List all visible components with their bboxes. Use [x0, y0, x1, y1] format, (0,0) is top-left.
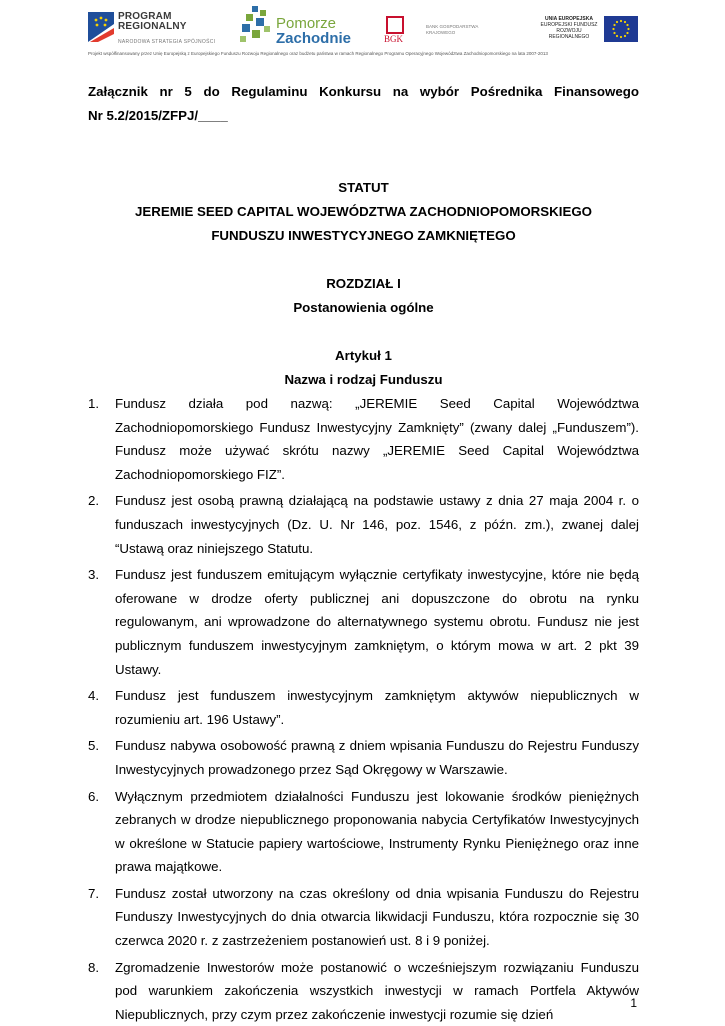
program-logo-line2: REGIONALNY	[118, 21, 187, 32]
chapter-heading: ROZDZIAŁ I	[326, 276, 401, 291]
eu-flag-icon	[604, 16, 638, 42]
item-text: Fundusz jest funduszem emitującym wyłącznie certyfikaty inwestycyjne, które nie będą oferowane w drodze oferty publicznej ani dopuszczone do obrotu na rynku regulowanym, ani wprowadzone do alternatywnego systemu obrotu. Fundusz nie jest publicznym funduszem inwestycyjnym zamkniętym, o którym mowa w art. 2 pkt 39 Ustawy.	[115, 567, 639, 677]
item-text: Fundusz został utworzony na czas określony od dnia wpisania Funduszu do Rejestru Funduszy Inwestycyjnych do dnia otwarcia likwidacji Funduszu, która rozpocznie się 30 czerwca 2020 r. z zastrzeżeniem postanowień ust. 8 i 9 poniżej.	[115, 885, 639, 949]
program-regionalny-logo	[88, 10, 218, 50]
article-heading: Artykuł 1	[335, 348, 392, 363]
pomorze-mark-icon	[236, 4, 276, 48]
eu-logo-line1: UNIA EUROPEJSKA	[545, 16, 593, 22]
chapter-title: Postanowienia ogólne	[293, 300, 434, 315]
list-item	[88, 563, 639, 681]
item-text: Zgromadzenie Inwestorów może postanowić o wcześniejszym rozwiązaniu Funduszu pod warunkiem zakończenia wszystkich inwestycji w ramach Portfela Aktywów Niepublicznych, przy czym przez zakończenie inwestycji rozumie się dzień	[115, 959, 639, 1022]
program-logo-text	[118, 12, 187, 32]
item-number: 6.	[88, 788, 100, 804]
page-number: 1	[630, 996, 637, 1010]
article-items-list	[88, 392, 639, 1026]
bgk-logo-text: BGK	[384, 34, 404, 44]
list-item	[88, 882, 639, 953]
item-number: 8.	[88, 959, 100, 975]
item-text: Fundusz jest funduszem inwestycyjnym zamkniętym aktywów niepublicznych w rozumieniu art. 196 Ustawy”.	[115, 688, 639, 727]
item-number: 3.	[88, 567, 100, 583]
pomorze-logo-line1: Pomorze	[276, 15, 337, 32]
pomorze-logo-line2: Zachodnie	[276, 30, 352, 47]
bgk-logo	[380, 14, 500, 48]
page-header	[0, 0, 725, 60]
document-subtitle-line1: JEREMIE SEED CAPITAL WOJEWÓDZTWA ZACHODNIOPOMORSKIEGO	[134, 204, 593, 219]
bgk-logo-subtitle: BANK GOSPODARSTWA KRAJOWEGO	[426, 24, 479, 35]
item-text: Fundusz działa pod nazwą: „JEREMIE Seed Capital Województwa Zachodniopomorskiego Fundusz Inwestycyjny Zamknięty” (zwany dalej „Funduszem”). Fundusz może używać skrótu nazwy „JEREMIE Seed Capital Województwa Zachodniopomorskiego FIZ”.	[115, 396, 639, 482]
eu-logo	[538, 16, 638, 46]
list-item	[88, 489, 639, 560]
item-number: 7.	[88, 885, 100, 901]
item-number: 2.	[88, 493, 100, 509]
list-item	[88, 734, 639, 781]
document-subtitle-line2: FUNDUSZU INWESTYCYJNEGO ZAMKNIĘTEGO	[211, 228, 516, 243]
cofinancing-note: Projekt współfinansowany przez Unię Europejską z Europejskiego Funduszu Rozwoju Regionalnego oraz budżetu państwa w ramach Regionalnego Programu Operacyjnego Województwa Zachodniopomorskiego na lata 2007-2013	[88, 51, 548, 56]
article-title: Nazwa i rodzaj Funduszu	[284, 372, 443, 387]
list-item	[88, 392, 639, 486]
list-item	[88, 785, 639, 879]
item-number: 5.	[88, 738, 100, 754]
pomorze-zachodnie-logo	[236, 4, 352, 48]
annex-line2: Nr 5.2/2015/ZFPJ/____	[88, 108, 228, 123]
list-item	[88, 956, 639, 1026]
eu-logo-line3: ROZWOJU REGIONALNEGO	[548, 28, 590, 40]
annex-line1: Załącznik nr 5 do Regulaminu Konkursu na wybór Pośrednika Finansowego	[88, 84, 639, 99]
bgk-square-icon	[386, 16, 404, 34]
eu-logo-line2: EUROPEJSKI FUNDUSZ	[540, 22, 598, 28]
document-title: STATUT	[338, 180, 389, 195]
item-text: Wyłącznym przedmiotem działalności Funduszu jest lokowanie środków pieniężnych zebranych w drodze niepublicznego proponowania nabycia Certyfikatów Inwestycyjnych w określone w Statucie papiery wartościowe, Instrumenty Rynku Pieniężnego oraz inne prawa majątkowe.	[115, 788, 639, 875]
eu-logo-text	[538, 16, 600, 40]
item-text: Fundusz nabywa osobowość prawną z dniem wpisania Funduszu do Rejestru Funduszy Inwestycyjnych prowadzonego przez Sąd Okręgowy w Warszawie.	[115, 738, 639, 777]
item-number: 1.	[88, 396, 100, 411]
program-logo-subtitle: NARODOWA STRATEGIA SPÓJNOŚCI	[118, 39, 216, 45]
program-flag-icon	[88, 12, 114, 42]
item-number: 4.	[88, 688, 100, 704]
document-body	[88, 80, 639, 1026]
list-item	[88, 684, 639, 731]
item-text: Fundusz jest osobą prawną działającą na podstawie ustawy z dnia 27 maja 2004 r. o funduszach inwestycyjnych (Dz. U. Nr 146, poz. 1546, z późn. zm.), zwanej dalej “Ustawą oraz niniejszego Statutu.	[115, 493, 639, 556]
program-logo-line1: PROGRAM	[118, 11, 172, 22]
